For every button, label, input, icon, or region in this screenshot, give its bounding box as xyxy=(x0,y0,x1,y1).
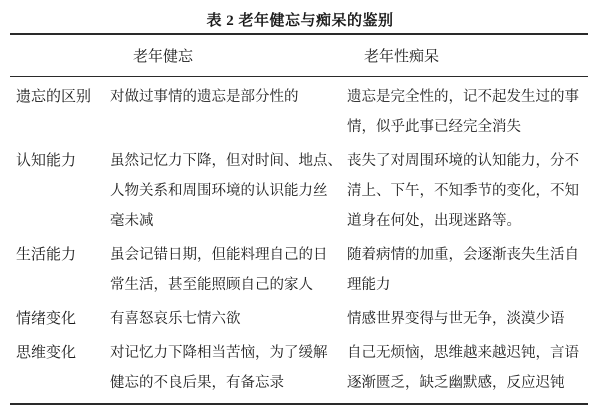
column-header-dementia: 老年性痴呆 xyxy=(364,49,440,65)
cell-line: 有喜怒哀乐七情六欲 xyxy=(110,311,241,327)
cell-line: 自己无烦恼，思维越来越迟钝，言语 xyxy=(347,345,579,361)
row-label: 认知能力 xyxy=(16,153,77,169)
cell-forgetfulness xyxy=(110,146,347,236)
cell-line: 情感世界变得与世无争，淡漠少语 xyxy=(347,311,565,327)
row-label: 思维变化 xyxy=(16,345,77,361)
table-row xyxy=(10,82,588,142)
table-body xyxy=(10,77,588,403)
table-row xyxy=(10,146,588,236)
cell-line: 对做过事情的遗忘是部分性的 xyxy=(110,89,299,105)
cell-line: 丧失了对周围环境的认知能力，分不 xyxy=(347,153,579,169)
table-row xyxy=(10,338,588,398)
table-row xyxy=(10,240,588,300)
cell-dementia xyxy=(347,146,588,236)
comparison-table xyxy=(10,33,588,405)
row-label: 生活能力 xyxy=(16,247,77,263)
cell-dementia xyxy=(347,304,588,334)
cell-line: 理能力 xyxy=(347,277,391,293)
table-row xyxy=(10,304,588,334)
cell-line: 毫未减 xyxy=(110,213,154,229)
cell-line: 道身在何处，出现迷路等。 xyxy=(347,213,521,229)
cell-line: 对记忆力下降相当苦恼，为了缓解 xyxy=(110,345,328,361)
cell-forgetfulness xyxy=(110,82,347,142)
row-label: 情绪变化 xyxy=(16,311,77,327)
row-label: 遗忘的区别 xyxy=(16,89,92,105)
cell-line: 情，似乎此事已经完全消失 xyxy=(347,119,521,135)
cell-dementia xyxy=(347,240,588,300)
cell-line: 虽会记错日期，但能料理自己的日 xyxy=(110,247,328,263)
cell-line: 清上、下午，不知季节的变化，不知 xyxy=(347,183,579,199)
cell-dementia xyxy=(347,338,588,398)
cell-line: 遗忘是完全性的，记不起发生过的事 xyxy=(347,89,579,105)
table-header-row xyxy=(10,35,588,76)
cell-line: 随着病情的加重，会逐渐丧失生活自 xyxy=(347,247,579,263)
cell-line: 健忘的不良后果，有备忘录 xyxy=(110,375,284,391)
cell-line: 逐渐匮乏，缺乏幽默感，反应迟钝 xyxy=(347,375,565,391)
cell-forgetfulness xyxy=(110,240,347,300)
cell-forgetfulness xyxy=(110,304,347,334)
cell-line: 虽然记忆力下降，但对时间、地点、 xyxy=(110,153,342,169)
column-header-forgetfulness: 老年健忘 xyxy=(133,49,194,65)
cell-line: 人物关系和周围环境的认识能力丝 xyxy=(110,183,328,199)
cell-dementia xyxy=(347,82,588,142)
table-caption: 表 2 老年健忘与痴呆的鉴别 xyxy=(206,13,394,29)
cell-line: 常生活，甚至能照顾自己的家人 xyxy=(110,277,313,293)
cell-forgetfulness xyxy=(110,338,347,398)
